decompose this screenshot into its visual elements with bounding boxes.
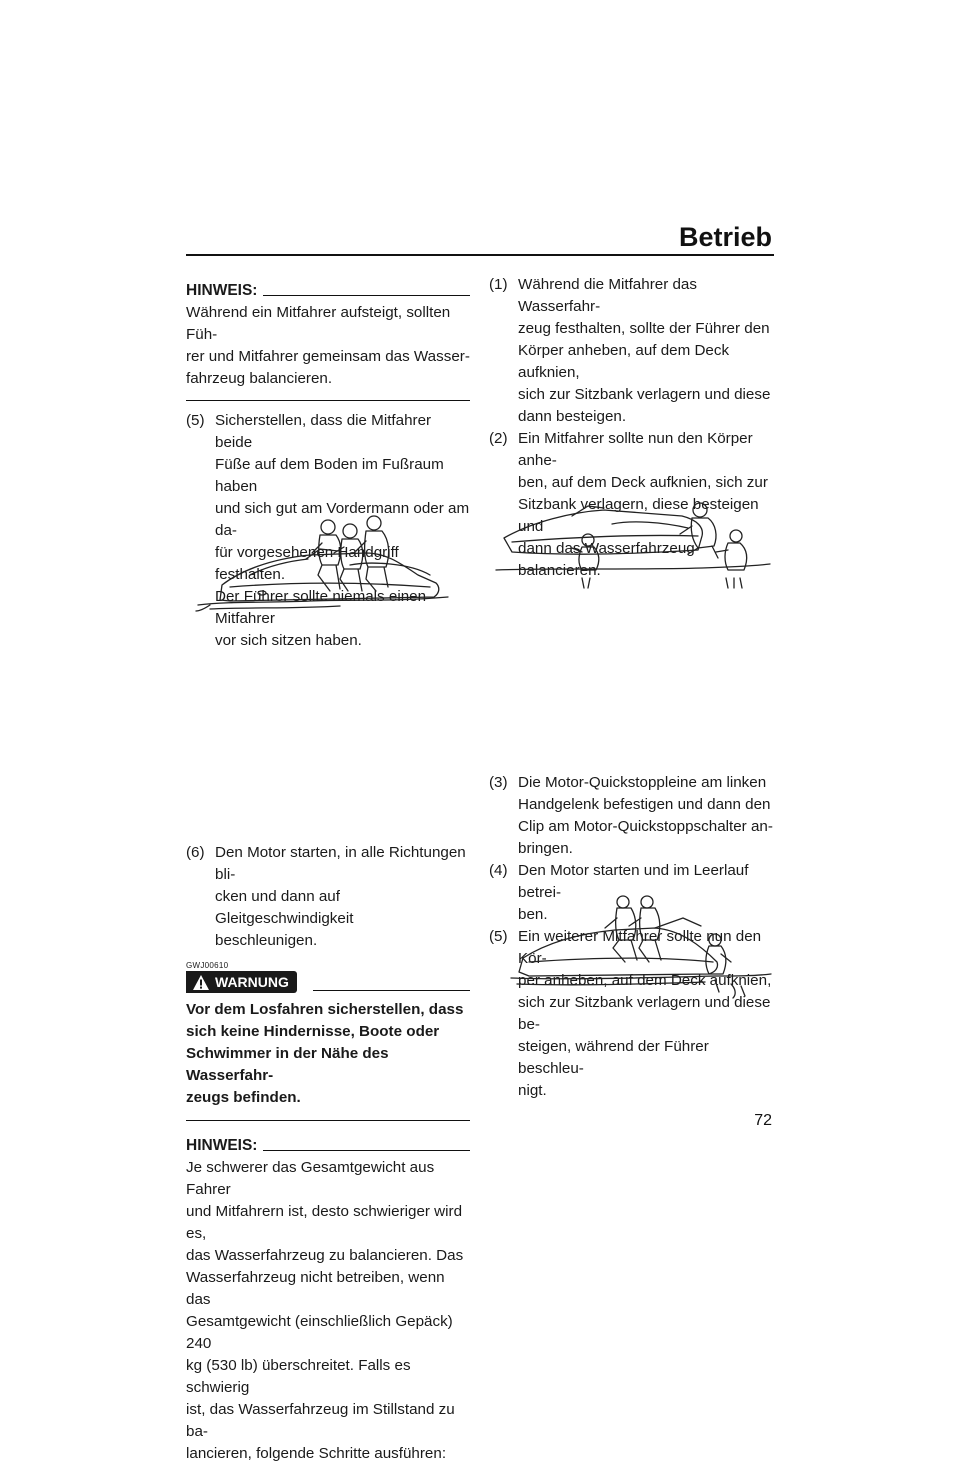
note-heading-2 (186, 1135, 470, 1157)
text-line: cken und dann auf Gleitgeschwindigkeit (215, 888, 354, 927)
text-line: für vorgesehenen Handgriff festhalten. (215, 544, 399, 583)
warning-label: WARNUNG (215, 974, 289, 990)
warning-badge (186, 971, 297, 993)
text-line: Füße auf dem Boden im Fußraum haben (215, 456, 444, 495)
text-line: das Wasserfahrzeug zu balancieren. Das (186, 1247, 464, 1264)
note-label: HINWEIS: (186, 1137, 258, 1154)
boarding-from-water-illustration (492, 492, 772, 602)
text-line: Während die Mitfahrer das Wasserfahr- (518, 276, 697, 315)
warning-triangle-icon (192, 974, 210, 991)
text-line: sich keine Hindernisse, Boote oder (186, 1023, 440, 1040)
text-line: ist, das Wasserfahrzeug im Stillstand zu ba- (186, 1401, 455, 1440)
text-line: vor sich sitzen haben. (215, 632, 362, 649)
text-line: Den Motor starten, in alle Richtungen bli- (215, 844, 466, 883)
text-line: Ein weiterer Mitfahrer sollte nun den Kör- (518, 928, 762, 967)
text-line: ben. (518, 906, 548, 923)
text-line: fahrzeug balancieren. (186, 370, 333, 387)
text-line: lancieren, folgende Schritte ausführen: (186, 1445, 447, 1462)
step-number: (2) (489, 430, 508, 447)
step-number: (5) (186, 412, 205, 429)
text-line: Je schwerer das Gesamtgewicht aus Fahrer (186, 1159, 435, 1198)
note-end-rule (186, 400, 470, 401)
text-line: beschleunigen. (215, 932, 318, 949)
text-line: Gesamtgewicht (einschließlich Gepäck) 240 (186, 1313, 453, 1352)
text-line: per anheben, auf dem Deck aufknien, (518, 972, 772, 989)
warning-body (186, 999, 470, 1109)
page-title: Betrieb (678, 222, 772, 252)
text-line: zeugs befinden. (186, 1089, 301, 1106)
text-line: steigen, während der Führer beschleu- (518, 1038, 709, 1077)
text-line: Der Führer sollte niemals einen Mitfahrer (215, 588, 427, 627)
riders-and-swimmer-illustration (505, 888, 775, 1013)
step-number: (5) (489, 928, 508, 945)
text-line: Schwimmer in der Nähe des Wasserfahr- (186, 1045, 389, 1084)
text-line: Wasserfahrzeug nicht betreiben, wenn das (186, 1269, 445, 1308)
text-line: sich zur Sitzbank verlagern und diese (518, 386, 771, 403)
text-line: Während ein Mitfahrer aufsteigt, sollten Füh- (186, 304, 451, 343)
text-line: dann das Wasserfahrzeug balancieren. (518, 540, 695, 579)
warning-end-rule (186, 1120, 470, 1121)
text-line: Ein Mitfahrer sollte nun den Körper anhe- (518, 430, 753, 469)
warning-code: GWJ00610 (186, 961, 229, 970)
step-item (186, 842, 470, 952)
step-number: (3) (489, 774, 508, 791)
note-label: HINWEIS: (186, 282, 258, 299)
three-riders-illustration (190, 505, 470, 620)
text-line: und Mitfahrern ist, desto schwieriger wird es, (186, 1203, 463, 1242)
text-line: Handgelenk befestigen und dann den (518, 796, 771, 813)
note-body-2 (186, 1157, 470, 1465)
text-line: nigt. (518, 1082, 547, 1099)
step-item (489, 772, 774, 860)
title-rule (186, 254, 774, 256)
warning-heading (186, 971, 470, 993)
text-line: Sitzbank verlagern, diese besteigen und (518, 496, 759, 535)
text-line: ben, auf dem Deck aufknien, sich zur (518, 474, 768, 491)
step-number: (1) (489, 276, 508, 293)
step-number: (6) (186, 844, 205, 861)
text-line: zeug festhalten, sollte der Führer den (518, 320, 770, 337)
text-line: Körper anheben, auf dem Deck aufknien, (518, 342, 730, 381)
text-line: sich zur Sitzbank verlagern und diese be- (518, 994, 771, 1033)
text-line: kg (530 lb) überschreitet. Falls es schwierig (186, 1357, 411, 1396)
text-line: Sicherstellen, dass die Mitfahrer beide (215, 412, 432, 451)
text-line: Clip am Motor-Quickstoppschalter an- (518, 818, 773, 835)
step-number: (4) (489, 862, 508, 879)
text-line: dann besteigen. (518, 408, 627, 425)
text-line: rer und Mitfahrer gemeinsam das Wasser- (186, 348, 470, 365)
text-line: Den Motor starten und im Leerlauf betrei- (518, 862, 749, 901)
text-line: Vor dem Losfahren sicherstellen, dass (186, 1001, 464, 1018)
text-line: und sich gut am Vordermann oder am da- (215, 500, 470, 539)
text-line: bringen. (518, 840, 573, 857)
step-item (489, 274, 774, 428)
left-column (186, 280, 470, 1465)
note-heading-1 (186, 280, 470, 302)
page-number: 72 (754, 1112, 772, 1129)
text-line: Die Motor-Quickstoppleine am linken (518, 774, 767, 791)
note-body-1 (186, 302, 470, 390)
